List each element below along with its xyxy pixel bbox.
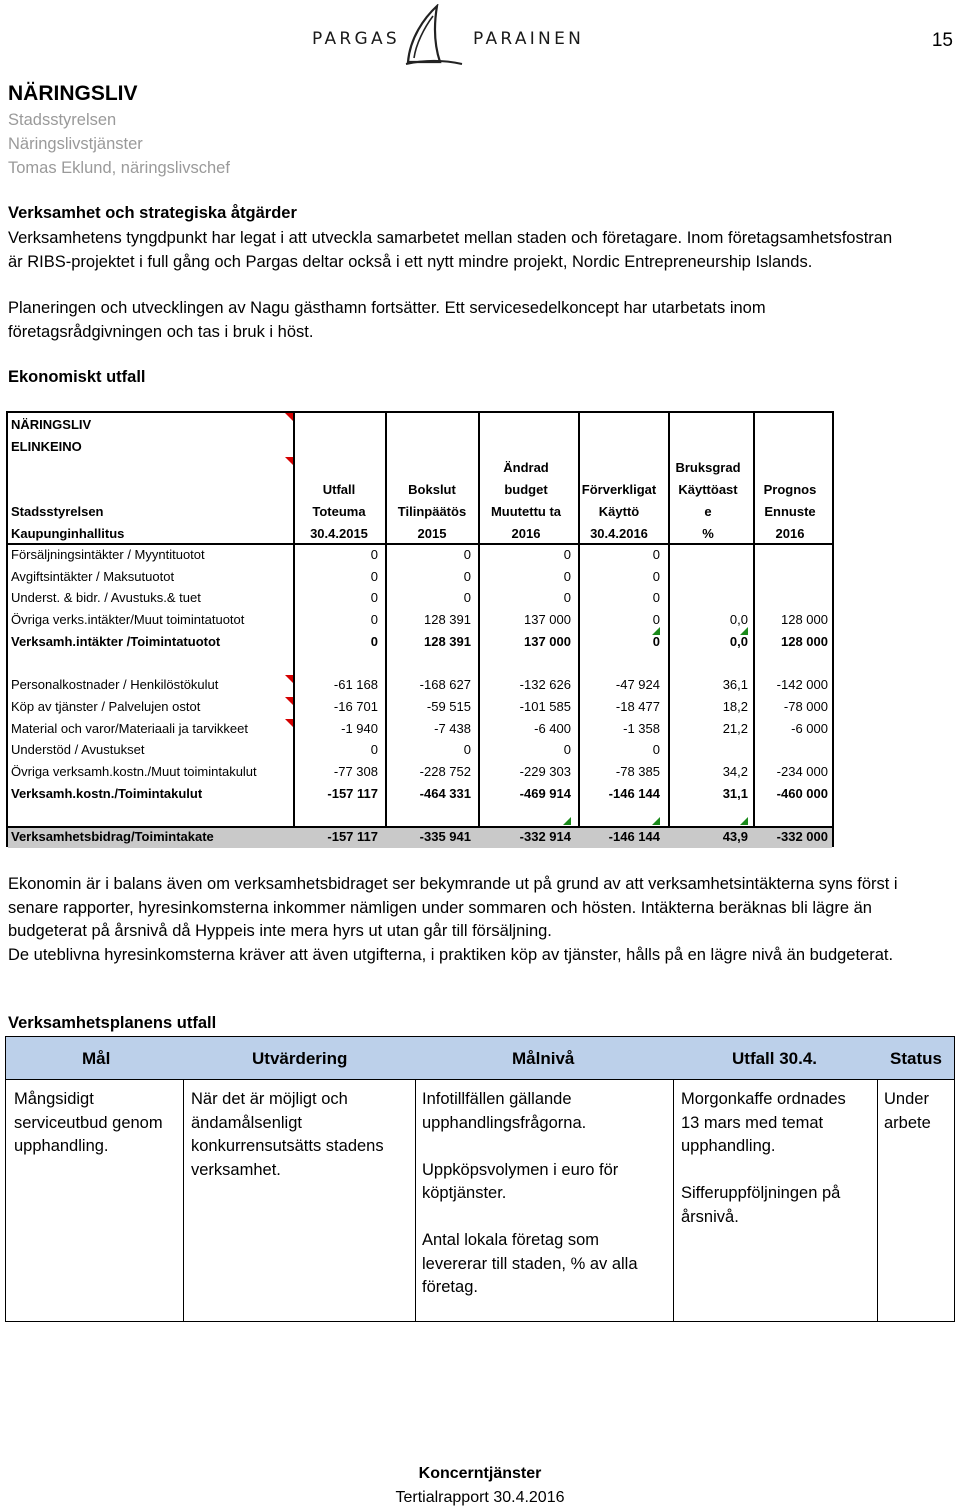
table-row — [8, 609, 832, 631]
plan-cell-status: Under arbete — [884, 1090, 931, 1132]
table-column-header: 30.4.2015 — [310, 525, 368, 541]
footer-line-2: Tertialrapport 30.4.2016 — [395, 1489, 565, 1506]
table-cell: 0 — [563, 568, 571, 584]
table-row — [8, 631, 832, 653]
table-cell: 0 — [370, 742, 378, 758]
table-cell: -6 400 — [534, 720, 571, 736]
table-column-header: Förverkligat — [581, 482, 657, 498]
table-cell: -18 477 — [615, 698, 660, 714]
table-row — [8, 587, 832, 609]
table-cell: 34,2 — [722, 764, 748, 779]
table-row — [8, 783, 832, 805]
table-cell: 0 — [370, 590, 378, 606]
header-line: Stadsstyrelsen — [8, 111, 117, 129]
comment-marker-icon — [285, 413, 293, 421]
table-column-header: Käyttö — [598, 503, 640, 519]
table-cell: -469 914 — [519, 785, 571, 801]
verksamhet-paragraph-1: Verksamhetens tyngdpunkt har legat i att utveckla samarbetet mellan staden och företagare. Inom företagsamhetsfostran är RIBS-projektet i full gång och Pargas deltar också i ett nytt mindre projekt, Nordic Entrepreneurship Islands. — [8, 229, 893, 271]
table-cell: 0 — [370, 633, 378, 649]
table-row-label: Material och varor/Materiaali ja tarvikkeet — [11, 720, 248, 736]
table-cell: -332 914 — [519, 829, 571, 845]
table-column-header: 2016 — [511, 525, 541, 541]
plan-cell-mal: Mångsidigt serviceutbud genom upphandling. — [14, 1090, 163, 1155]
table-cell: 0,0 — [729, 612, 748, 628]
table-cell: 0 — [370, 612, 378, 628]
table-cell: 128 000 — [781, 633, 828, 649]
table-column-header: Ändrad — [503, 460, 549, 476]
header-line: Tomas Eklund, näringslivschef — [8, 159, 230, 177]
table-column-header: % — [702, 525, 714, 541]
table-cell: 0 — [463, 590, 471, 606]
table-cell: -464 331 — [419, 785, 471, 801]
table-row-label: Försäljningsintäkter / Myyntituotot — [11, 547, 205, 562]
table-cell: 0 — [370, 568, 378, 584]
table-cell: 0 — [652, 633, 660, 649]
table-cell: -132 626 — [519, 677, 571, 693]
table-cell: -78 000 — [783, 698, 828, 714]
logo-text-right: PARAINEN — [473, 29, 585, 49]
ekonomi-paragraph: Ekonomin är i balans även om verksamhetsbidraget ser bekymrande ut på grund av att verksamhetsintäkterna syns först i senare rapporter, hyresinkomsterna inkommer nämligen under sommaren och hösten. Intäkterna beräknas bli lägre än budgeterat på årsnivå då Hyppeis inte mera hyrs ut utan går till försäljning. De uteblivna hyresinkomsterna kräver att även utgifterna, i praktiken köp av tjänster, hålls på en lägre nivå än budgeterat. — [8, 875, 898, 964]
table-row — [8, 674, 832, 696]
table-cell: -157 117 — [327, 829, 378, 845]
table-cell: 18,2 — [722, 698, 748, 714]
table-cell: -142 000 — [776, 677, 828, 693]
table-cell: -157 117 — [327, 785, 378, 801]
verksamhet-paragraph-2: Planeringen och utvecklingen av Nagu gästhamn fortsätter. Ett servicesedelkoncept har utarbetats inom företagsrådgivningen och tas i bruk i höst. — [8, 299, 766, 341]
table-cell: -77 308 — [333, 764, 378, 779]
table-column-header: 2015 — [417, 525, 447, 541]
table-cell: -460 000 — [776, 785, 828, 801]
table-cell: 0 — [652, 742, 660, 758]
table-cell: 0 — [563, 742, 571, 758]
table-row-label: Verksamhetsbidrag/Toimintakate — [11, 829, 214, 845]
table-column-header: Muutettu ta — [490, 503, 562, 519]
ekonomi-title: Ekonomiskt utfall — [8, 368, 146, 386]
table-row-label: Övriga verks.intäkter/Muut toimintatuotot — [11, 612, 245, 628]
table-cell: 43,9 — [722, 829, 748, 845]
table-cell: 36,1 — [722, 677, 748, 693]
table-cell: -59 515 — [426, 698, 471, 714]
table-cell: 0 — [463, 547, 471, 562]
table-column-header: 2016 — [775, 525, 805, 541]
table-cell: 137 000 — [524, 633, 571, 649]
table-column-header: 30.4.2016 — [590, 525, 648, 541]
table-cell: -146 144 — [608, 829, 660, 845]
table-row-label: Verksamh.intäkter /Toimintatuotot — [11, 633, 221, 649]
pargas-parainen-logo — [312, 4, 585, 70]
table-row — [8, 544, 832, 566]
comment-marker-icon — [285, 697, 293, 705]
table-column-header: Bokslut — [408, 482, 456, 498]
error-marker-icon — [740, 627, 748, 635]
plan-table — [5, 1036, 955, 1322]
table-row-label: Avgiftsintäkter / Maksutuotot — [11, 568, 175, 584]
table-row — [8, 826, 832, 848]
comment-marker-icon — [285, 675, 293, 683]
table-header-label: Stadsstyrelsen — [11, 503, 104, 519]
table-column-header: Utfall — [322, 482, 356, 498]
table-row — [8, 653, 832, 675]
table-row — [8, 804, 832, 826]
financial-table — [6, 411, 834, 847]
table-cell: 31,1 — [722, 785, 748, 801]
table-cell: -229 303 — [519, 764, 571, 779]
logo-text-left: PARGAS — [312, 29, 400, 49]
error-marker-icon — [652, 817, 660, 825]
table-cell: 0 — [563, 590, 571, 606]
table-row-label: Understöd / Avustukset — [11, 742, 145, 758]
table-row — [8, 718, 832, 740]
table-cell: -168 627 — [419, 677, 471, 693]
table-cell: -16 701 — [333, 698, 378, 714]
table-column-header: Tilinpäätös — [397, 503, 467, 519]
plan-title: Verksamhetsplanens utfall — [8, 1014, 217, 1032]
plan-table-header — [5, 1036, 955, 1080]
error-marker-icon — [740, 817, 748, 825]
table-cell: -1 940 — [341, 720, 378, 736]
table-cell: 0 — [652, 612, 660, 628]
plan-cell-utvardering: När det är möjligt och ändamålsenligt konkurrensutsätts stadens verksamhet. — [191, 1090, 384, 1179]
table-cell: 0,0 — [729, 633, 748, 649]
table-cell: -101 585 — [519, 698, 571, 714]
table-column-header: e — [704, 503, 712, 519]
table-column-header: Bruksgrad — [675, 460, 741, 476]
plan-cell-malniva: Infotillfällen gällande upphandlingsfrågorna. Uppköpsvolymen i euro för köptjänster. Antal lokala företag som levererar till staden, % av alla företag. — [422, 1090, 638, 1296]
table-row — [8, 566, 832, 588]
table-column-header: Toteuma — [312, 503, 366, 519]
sail-logo-icon — [404, 4, 464, 68]
table-cell: 0 — [652, 568, 660, 584]
table-cell: 128 391 — [424, 633, 471, 649]
table-row-label: Verksamh.kostn./Toimintakulut — [11, 785, 203, 801]
section-header — [8, 80, 230, 180]
table-cell: -6 000 — [791, 720, 828, 736]
table-column-header: Käyttöast — [678, 482, 738, 498]
table-cell: 0 — [652, 590, 660, 606]
table-cell: 0 — [463, 568, 471, 584]
table-cell: -146 144 — [608, 785, 660, 801]
table-cell: 137 000 — [524, 612, 571, 628]
table-cell: -7 438 — [434, 720, 471, 736]
table-cell: -78 385 — [615, 764, 660, 779]
plan-header-malniva: Målnivå — [512, 1049, 575, 1068]
table-row — [8, 696, 832, 718]
error-marker-icon — [652, 627, 660, 635]
page-title: NÄRINGSLIV — [8, 82, 138, 105]
table-row-label: Underst. & bidr. / Avustuks.& tuet — [11, 590, 201, 606]
table-row-label: Köp av tjänster / Palvelujen ostot — [11, 698, 201, 714]
table-cell: -332 000 — [776, 829, 828, 845]
footer-line-1: Koncerntjänster — [418, 1465, 542, 1482]
plan-header-utvardering: Utvärdering — [252, 1049, 348, 1068]
table-cell: 0 — [563, 547, 571, 562]
table-cell: -234 000 — [776, 764, 828, 779]
table-cell: 128 000 — [781, 612, 828, 628]
plan-header-mal: Mål — [82, 1049, 111, 1068]
table-column-header: budget — [504, 482, 548, 498]
table-cell: 128 391 — [424, 612, 471, 628]
table-row-label: Övriga verksamh.kostn./Muut toimintakulut — [11, 764, 257, 779]
page-number: 15 — [931, 30, 953, 51]
table-cell: 0 — [463, 742, 471, 758]
verksamhet-title: Verksamhet och strategiska åtgärder — [8, 204, 297, 222]
comment-marker-icon — [285, 457, 293, 465]
plan-table-row — [5, 1080, 955, 1322]
comment-marker-icon — [285, 719, 293, 727]
table-cell: -1 358 — [623, 720, 660, 736]
header-line: Näringslivstjänster — [8, 135, 143, 153]
table-header-label: NÄRINGSLIV — [11, 417, 92, 432]
table-cell: -228 752 — [419, 764, 471, 779]
plan-header-utfall: Utfall 30.4. — [732, 1049, 818, 1068]
table-column-header: Ennuste — [764, 503, 816, 519]
plan-header-status: Status — [890, 1049, 942, 1068]
table-row — [8, 739, 832, 761]
table-row — [8, 761, 832, 783]
error-marker-icon — [563, 817, 571, 825]
table-column-header: Prognos — [763, 482, 817, 498]
plan-cell-utfall: Morgonkaffe ordnades 13 mars med temat upphandling. Sifferuppföljningen på årsnivå. — [681, 1090, 846, 1226]
table-cell: -335 941 — [419, 829, 471, 845]
table-cell: 21,2 — [722, 720, 748, 736]
table-row-label: Personalkostnader / Henkilöstökulut — [11, 677, 219, 693]
table-cell: -61 168 — [333, 677, 378, 693]
table-cell: 0 — [652, 547, 660, 562]
table-cell: -47 924 — [615, 677, 660, 693]
table-cell: 0 — [370, 547, 378, 562]
table-header-label: ELINKEINO — [11, 438, 82, 454]
table-header-label: Kaupunginhallitus — [11, 525, 125, 541]
